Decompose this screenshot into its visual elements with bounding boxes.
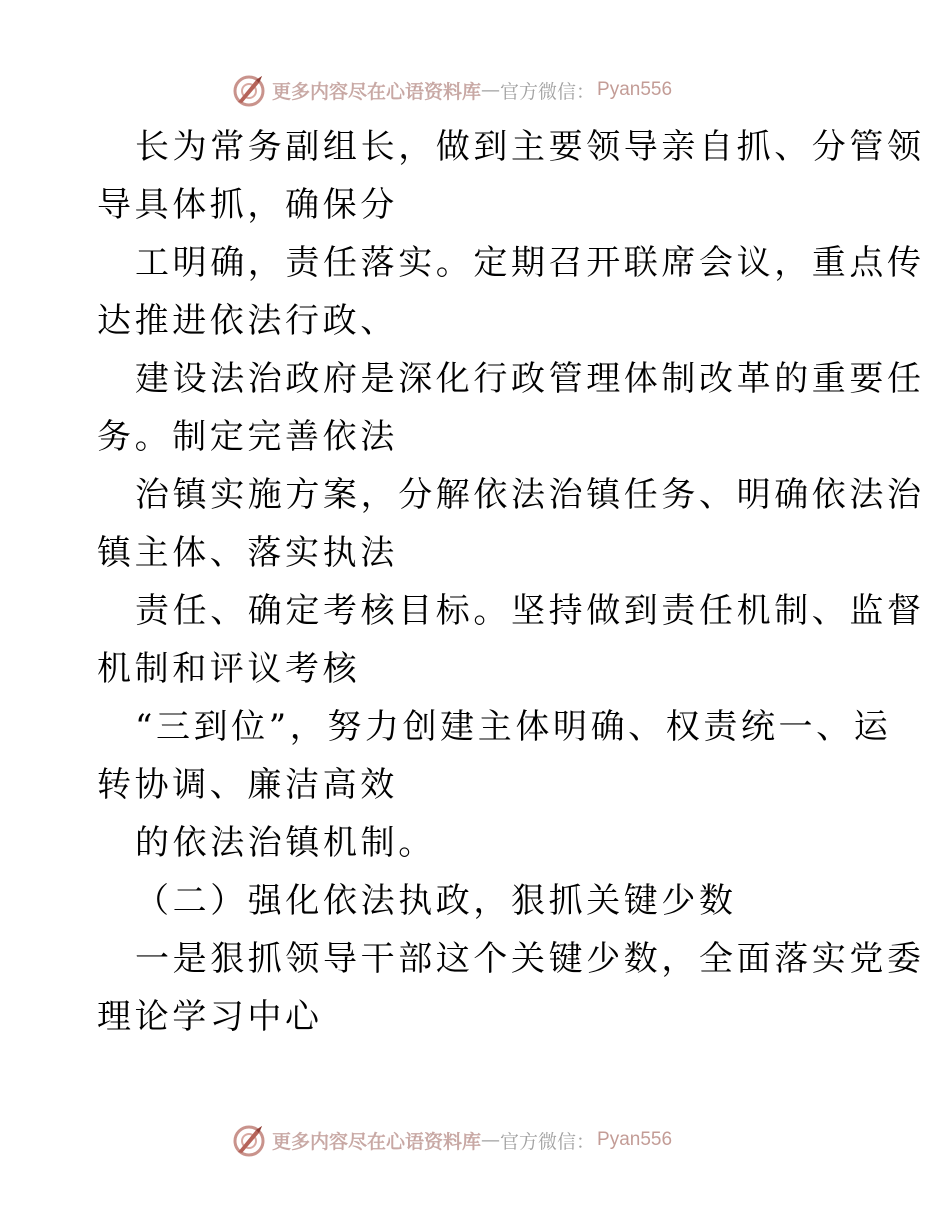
paragraph-line: 导具体抓，确保分 — [97, 185, 398, 225]
paragraph-line: 镇主体、落实执法 — [97, 533, 398, 573]
paragraph-line: 机制和评议考核 — [97, 649, 361, 689]
paragraph-line: 达推进依法行政、 — [97, 301, 398, 341]
paragraph-line: 治镇实施方案，分解依法治镇任务、明确依法治 — [135, 475, 925, 515]
paragraph-line: 建设法治政府是深化行政管理体制改革的重要任 — [135, 359, 925, 399]
watermark-wechat-id: Pyan556 — [597, 1129, 673, 1150]
header-watermark — [232, 72, 672, 108]
paragraph-line: 理论学习中心 — [97, 997, 323, 1037]
pen-logo-icon — [232, 72, 268, 108]
footer-watermark — [232, 1122, 672, 1158]
paragraph-line: 长为常务副组长，做到主要领导亲自抓、分管领 — [135, 127, 925, 167]
watermark-text: 更多内容尽在心语资料库 — [272, 1130, 482, 1153]
watermark-wechat-id: Pyan556 — [597, 79, 673, 100]
paragraph-line: 转协调、廉洁高效 — [97, 765, 398, 805]
watermark-official-label: 官方微信： — [500, 1130, 596, 1153]
watermark-text: 更多内容尽在心语资料库 — [272, 80, 482, 103]
paragraph-line: 的依法治镇机制。 — [135, 823, 436, 863]
paragraph-line: 责任、确定考核目标。坚持做到责任机制、监督 — [135, 591, 925, 631]
paragraph-line: 务。制定完善依法 — [97, 417, 398, 457]
paragraph-line: 一是狠抓领导干部这个关键少数，全面落实党委 — [135, 939, 925, 979]
watermark-dash: — — [481, 79, 501, 101]
document-body — [97, 118, 925, 1046]
watermark-official-label: 官方微信： — [500, 80, 596, 103]
paragraph-line: 工明确，责任落实。定期召开联席会议，重点传 — [135, 243, 925, 283]
paragraph-line: “三到位”，努力创建主体明确、权责统一、运 — [135, 707, 892, 747]
watermark-dash: — — [481, 1129, 501, 1151]
pen-logo-icon — [232, 1122, 268, 1158]
section-heading: （二）强化依法执政，狠抓关键少数 — [135, 881, 737, 921]
